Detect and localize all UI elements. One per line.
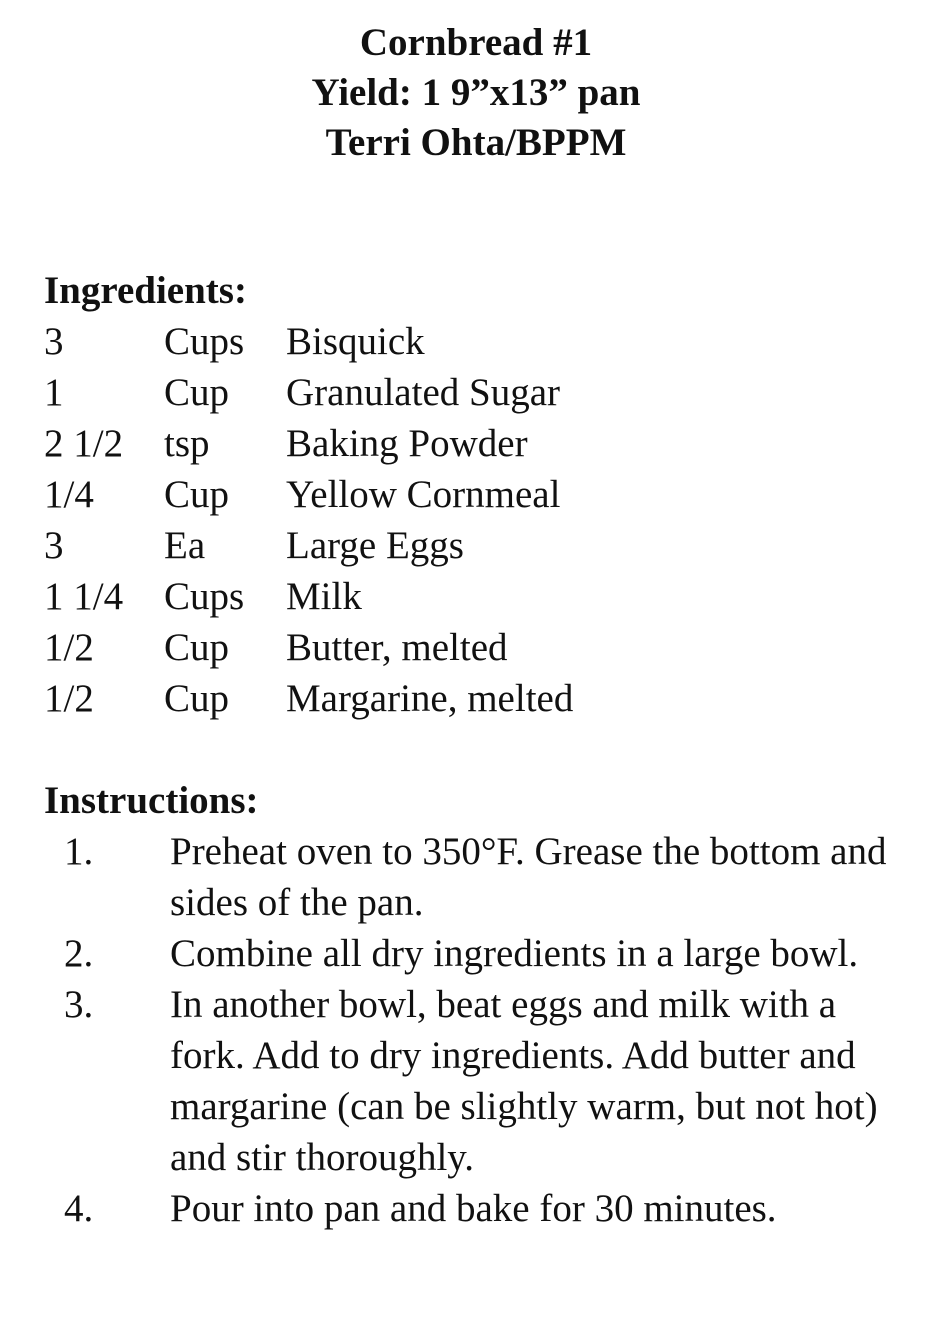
ingredient-name: Granulated Sugar <box>286 371 560 414</box>
ingredient-name: Large Eggs <box>286 524 464 567</box>
ingredient-unit: tsp <box>164 422 210 465</box>
recipe-header <box>0 18 952 168</box>
recipe-yield: Yield: 1 9”x13” pan <box>311 71 641 114</box>
ingredient-unit: Cups <box>164 320 245 363</box>
instruction-step <box>64 826 924 928</box>
ingredient-row <box>44 571 924 622</box>
instruction-step <box>64 1183 924 1234</box>
step-text: Combine all dry ingredients in a large bowl. <box>170 932 859 975</box>
ingredient-quantity: 3 <box>44 524 64 567</box>
ingredient-name: Margarine, melted <box>286 677 574 720</box>
ingredient-quantity: 1/4 <box>44 473 94 516</box>
ingredient-unit: Ea <box>164 524 206 567</box>
step-text: Preheat oven to 350°F. Grease the bottom and sides of the pan. <box>170 830 887 924</box>
ingredient-unit: Cup <box>164 473 230 516</box>
ingredient-row <box>44 418 924 469</box>
ingredient-row <box>44 520 924 571</box>
step-number: 4. <box>64 1187 94 1230</box>
step-text: Pour into pan and bake for 30 minutes. <box>170 1187 777 1230</box>
ingredient-quantity: 1/2 <box>44 677 94 720</box>
ingredient-quantity: 1 <box>44 371 64 414</box>
ingredient-row <box>44 622 924 673</box>
ingredient-name: Milk <box>286 575 362 618</box>
ingredient-unit: Cup <box>164 677 230 720</box>
ingredient-name: Yellow Cornmeal <box>286 473 561 516</box>
instructions-list <box>64 826 924 1234</box>
instruction-step <box>64 979 924 1183</box>
ingredient-quantity: 1 1/4 <box>44 575 124 618</box>
ingredient-row <box>44 673 924 724</box>
ingredient-unit: Cup <box>164 626 230 669</box>
ingredient-quantity: 1/2 <box>44 626 94 669</box>
instruction-step <box>64 928 924 979</box>
step-number: 1. <box>64 830 94 873</box>
ingredient-quantity: 2 1/2 <box>44 422 124 465</box>
step-text: In another bowl, beat eggs and milk with a fork. Add to dry ingredients. Add butter and margarine (can be slightly warm, but not hot) and stir thoroughly. <box>170 983 878 1179</box>
ingredients-heading: Ingredients: <box>44 269 247 312</box>
ingredient-row <box>44 316 924 367</box>
ingredient-name: Bisquick <box>286 320 425 363</box>
ingredient-unit: Cups <box>164 575 245 618</box>
ingredients-list <box>44 316 924 724</box>
ingredient-row <box>44 469 924 520</box>
recipe-author: Terri Ohta/BPPM <box>325 121 627 164</box>
ingredient-unit: Cup <box>164 371 230 414</box>
instructions-heading: Instructions: <box>44 779 259 822</box>
ingredient-name: Baking Powder <box>286 422 528 465</box>
ingredient-name: Butter, melted <box>286 626 508 669</box>
ingredient-quantity: 3 <box>44 320 64 363</box>
step-number: 2. <box>64 932 94 975</box>
ingredient-row <box>44 367 924 418</box>
recipe-title: Cornbread #1 <box>359 21 593 64</box>
step-number: 3. <box>64 983 94 1026</box>
